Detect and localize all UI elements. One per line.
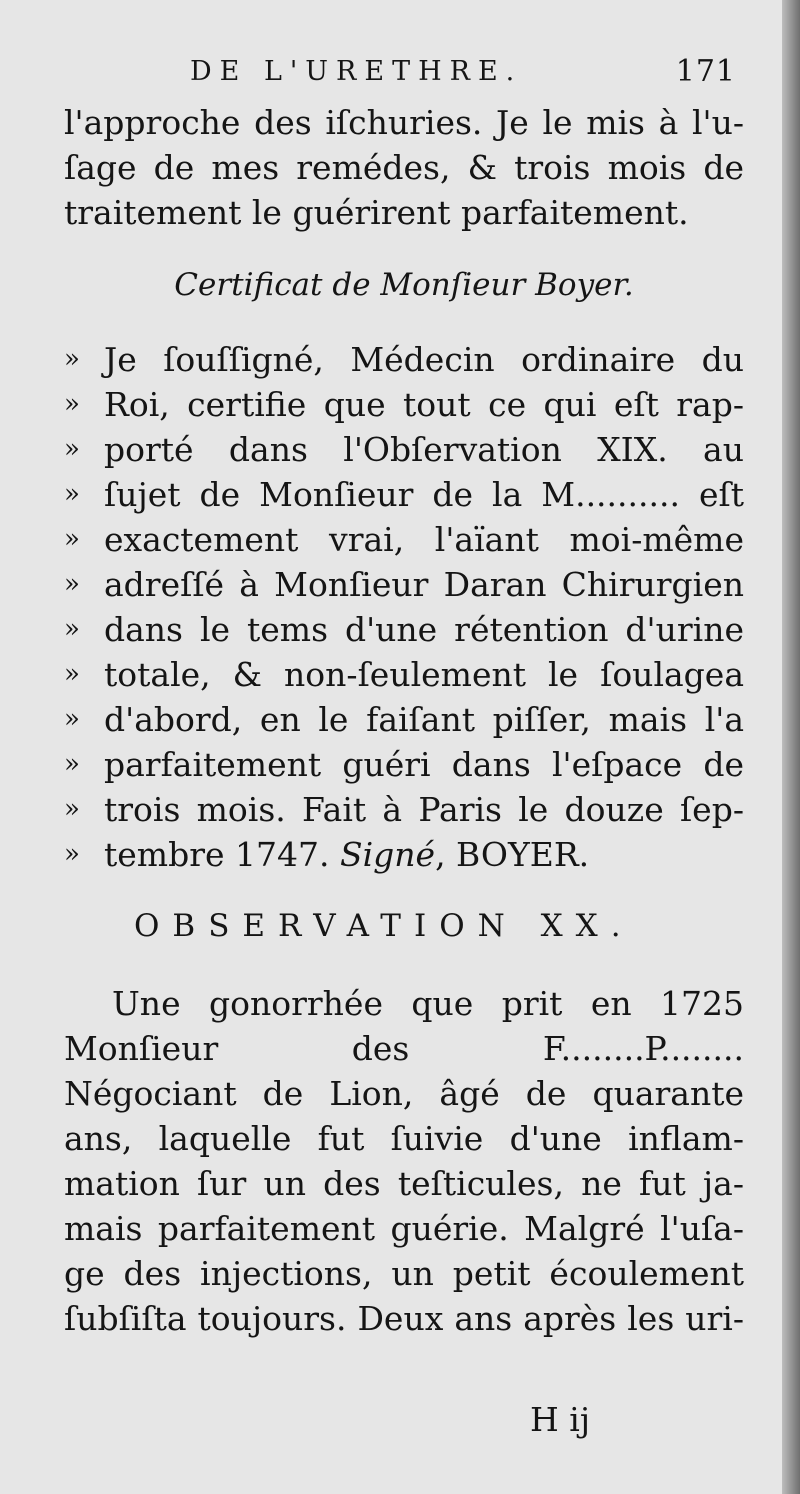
quote-mark: » (64, 659, 80, 689)
intro-paragraph (64, 100, 744, 235)
certificate-paragraph (64, 337, 744, 877)
quoted-line: » totale, & non-ſeulement le ſoulagea (64, 652, 744, 697)
quoted-line: » porté dans l'Obſervation XIX. au (64, 427, 744, 472)
quoted-line: » Je ſouſſigné, Médecin ordinaire du (64, 337, 744, 382)
page-header (64, 52, 744, 100)
text-line: ſage de mes remédes, & trois mois de (64, 148, 744, 187)
certificate-heading: Certificat de Monſieur Boyer. (174, 267, 634, 303)
text-line: Monſieur des F........P........ (64, 1029, 744, 1068)
date-text: tembre 1747. (104, 835, 330, 874)
quoted-line: » parfaitement guéri dans l'eſpace de (64, 742, 744, 787)
quoted-line-last (64, 832, 744, 877)
quote-mark: » (64, 569, 80, 599)
signature: , BOYER. (435, 835, 590, 874)
catchword: H ij (530, 1400, 591, 1439)
quote-mark: » (64, 434, 80, 464)
text-line: Négociant de Lion, âgé de quarante (64, 1074, 744, 1113)
signe-word: Signé (339, 835, 436, 874)
text-line: ans, laquelle fut ſuivie d'une inflam- (64, 1119, 744, 1158)
quoted-line: » trois mois. Fait à Paris le douze ſep- (64, 787, 744, 832)
quoted-line: » ſujet de Monſieur de la M.......... eſt (64, 472, 744, 517)
observation-paragraph (64, 981, 744, 1341)
quote-mark: » (64, 704, 80, 734)
text-line: l'approche des iſchuries. Je le mis à l'u- (64, 103, 744, 142)
quoted-line: » adreſſé à Monſieur Daran Chirurgien (64, 562, 744, 607)
quote-mark: » (64, 749, 80, 779)
text-line: ſubſiſta toujours. Deux ans après les uri- (64, 1299, 744, 1338)
quote-mark: » (64, 344, 80, 374)
quote-mark: » (64, 389, 80, 419)
text-line: traitement le guérirent parfaitement. (64, 193, 689, 232)
text-line: Une gonorrhée que prit en 1725 (112, 984, 744, 1023)
quoted-line: » exactement vrai, l'aïant moi-même (64, 517, 744, 562)
quoted-line: » d'abord, en le faiſant piſſer, mais l'a (64, 697, 744, 742)
text-line: mais parfaitement guérie. Malgré l'uſa- (64, 1209, 744, 1248)
quote-mark: » (64, 839, 80, 869)
quote-mark: » (64, 524, 80, 554)
text-line: ge des injections, un petit écoulement (64, 1254, 744, 1293)
running-title: DE L'URETHRE. (190, 56, 523, 87)
quote-mark: » (64, 794, 80, 824)
page-edge (782, 0, 800, 1494)
quoted-line: » Roi, certifie que tout ce qui eſt rap- (64, 382, 744, 427)
quote-mark: » (64, 479, 80, 509)
quoted-line: » dans le tems d'une rétention d'urine (64, 607, 744, 652)
observation-title: OBSERVATION XX. (134, 908, 634, 944)
page-text (64, 52, 744, 1341)
quote-mark: » (64, 614, 80, 644)
page-number: 171 (675, 54, 736, 89)
text-line: mation ſur un des teſticules, ne fut ja- (64, 1164, 744, 1203)
